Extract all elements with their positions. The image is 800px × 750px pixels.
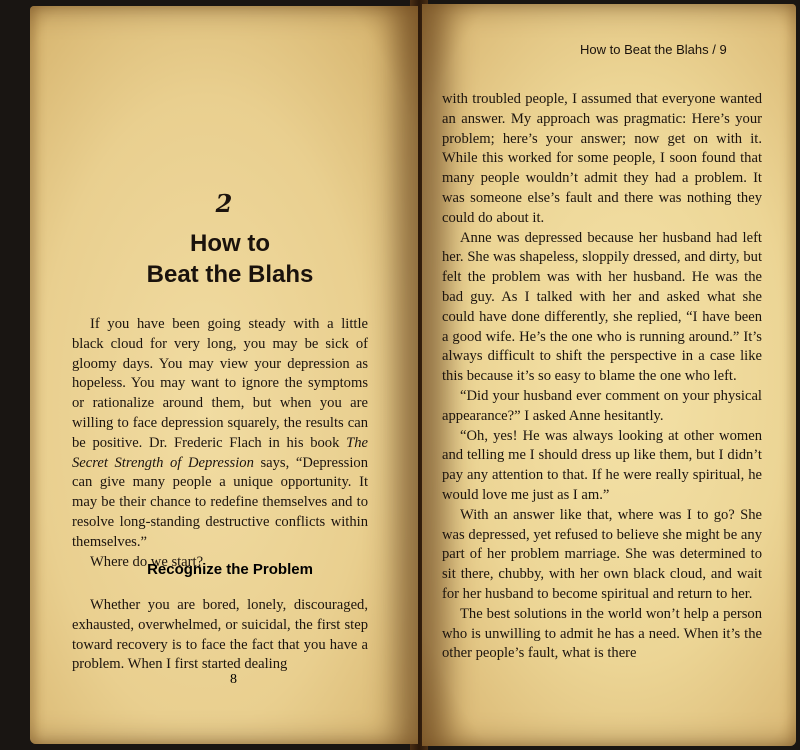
chapter-title-line1: How to <box>190 230 270 257</box>
right-body-text <box>442 90 762 664</box>
running-head: How to Beat the Blahs / 9 <box>580 42 727 57</box>
text-segment: If you have been going steady with a little black cloud for very long, you may be sick of gloomy days. You may view your depression as hopeless. You may want to ignore the symptoms or rationalize around them, but when you are willing to face depression squarely, the results can be positive. Dr. Frederic Flach in his book <box>72 316 368 451</box>
chapter-title <box>30 228 430 290</box>
paragraph: With an answer like that, where was I to go? She was depressed, yet refused to believe she might be any part of her problem marriage. She was determined to sit there, chubby, with her own black cloud, and wait for her husband to become spiritual and return to her. <box>442 506 762 602</box>
page-number-left: 8 <box>230 672 237 687</box>
chapter-number: 2 <box>215 189 233 218</box>
chapter-title-line2: Beat the Blahs <box>146 261 314 288</box>
paragraph: “Did your husband ever comment on your physical appearance?” I asked Anne hesitantly. <box>442 387 762 424</box>
section-heading: Recognize the Problem <box>147 561 313 578</box>
book-title-italic: The Secret Strength of Depression <box>72 434 368 471</box>
paragraph: “Oh, yes! He was always looking at other women and telling me I should dress up like them, but I didn’t pay any attention to that. If he were really spiritual, he would love me just as I am.” <box>442 427 762 503</box>
text-segment: says, “Depression can give many people a unique opportunity. It may be their chance to redefine themselves and to resolve long-standing destructive conflicts within themselves.” <box>72 454 368 550</box>
paragraph: Whether you are bored, lonely, discouraged, exhausted, overwhelmed, or suicidal, the first step toward recovery is to face the fact that you have a problem. When I first started dealing <box>72 597 368 673</box>
left-body-text <box>72 315 368 572</box>
paragraph: with troubled people, I assumed that everyone wanted an answer. My approach was pragmatic: Here’s your problem; here’s your answer; now get on with it. While this worked for some people, I soon found that many people wouldn’t admit they had a problem. It was someone else’s fault and there was nothing they could do about it. <box>442 91 762 226</box>
left-section-text <box>72 596 368 675</box>
paragraph: Anne was depressed because her husband had left her. She was shapeless, sloppily dressed, and dirty, but felt the problem was with her husband. He was the bad guy. As I talked with her and asked what she could have done differently, she replied, “I have been a good wife. He’s the one who is running around.” It’s always difficult to shift the perspective in a case like this because it’s so easy to blame the one who left. <box>442 229 762 385</box>
paragraph <box>72 315 368 553</box>
paragraph: The best solutions in the world won’t help a person who is unwilling to admit he has a need. When it’s the other people’s fault, what is there <box>442 605 762 662</box>
text-segment: Where do we start? <box>90 553 204 570</box>
